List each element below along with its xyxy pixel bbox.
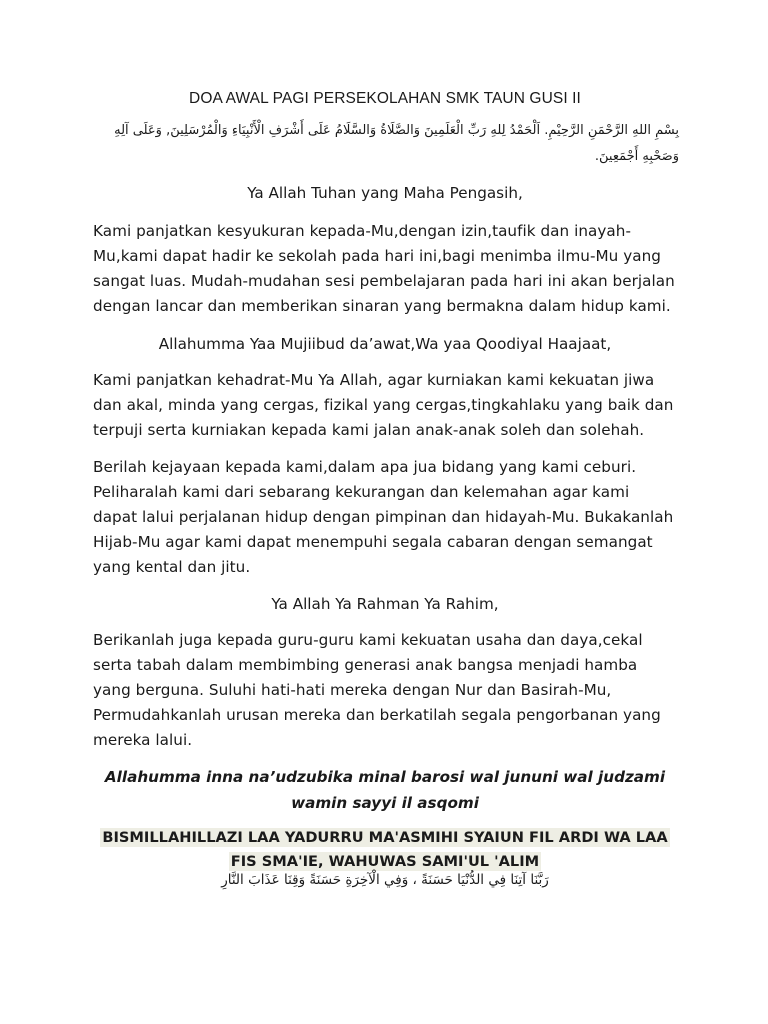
document-title: DOA AWAL PAGI PERSEKOLAHAN SMK TAUN GUSI II [189, 90, 581, 107]
highlighted-prayer: BISMILLAHILLAZI LAA YADURRU MA'ASMIHI SYAIUN FIL ARDI WA LAA FIS SMA'IE, WAHUWAS SAMI'UL 'ALIM [102, 829, 668, 870]
highlighted-prayer-block [93, 826, 677, 874]
arabic-opening-text: بِسْمِ اللهِ الرَّحْمَنِ الرَّحِيْمِ. اَلْحَمْدُ لِلهِ رَبِّ الْعَلَمِينَ وَالصَّلَاةُ وَالسَّلَامُ عَلَى أَشْرَفِ الْأَنْبِيَاءِ وَالْمُرْسَلِينَ, وَعَلَى آلِهِ وَصَحْبِهِ أَجْمَعِينَ. [114, 123, 679, 164]
paragraph-2: Kami panjatkan kehadrat-Mu Ya Allah, agar kurniakan kami kekuatan jiwa dan akal, minda yang cergas, fizikal yang cergas,tingkahlaku yang baik dan terpuji serta kurniakan kepada kami jalan anak-anak soleh dan solehah. [93, 371, 674, 439]
invocation-heading-2: Allahumma Yaa Mujiibud da’awat,Wa yaa Qoodiyal Haajaat, [158, 335, 612, 353]
arabic-closing-text: رَبَّنَا آتِنَا فِي الدُّنْيَا حَسَنَةً ، وَفِي الْآخِرَةِ حَسَنَةً وَقِنَا عَذَابَ النَّارِ [221, 872, 549, 888]
invocation-heading-3: Ya Allah Ya Rahman Ya Rahim, [271, 595, 499, 613]
paragraph-3: Berilah kejayaan kepada kami,dalam apa jua bidang yang kami ceburi. Peliharalah kami dari sebarang kekurangan dan kelemahan agar kami dapat lalui perjalanan hidup dengan pimpinan dan hidayah-Mu. Bukakanlah Hijab-Mu agar kami dapat menempuhi segala cabaran dengan semangat yang kental dan jitu. [93, 458, 674, 576]
italic-prayer: Allahumma inna na’udzubika minal barosi wal jununi wal judzami wamin sayyi il asqomi [104, 768, 666, 812]
paragraph-1: Kami panjatkan kesyukuran kepada-Mu,dengan izin,taufik dan inayah-Mu,kami dapat hadir ke sekolah pada hari ini,bagi menimba ilmu-Mu yang sangat luas. Mudah-mudahan sesi pembelajaran pada hari ini akan berjalan dengan lancar dan memberikan sinaran yang bermakna dalam hidup kami. [93, 222, 675, 315]
invocation-heading-1: Ya Allah Tuhan yang Maha Pengasih, [247, 184, 523, 202]
paragraph-4: Berikanlah juga kepada guru-guru kami kekuatan usaha dan daya,cekal serta tabah dalam membimbing generasi anak bangsa menjadi hamba yang berguna. Suluhi hati-hati mereka dengan Nur dan Basirah-Mu, Permudahkanlah urusan mereka dan berkatilah segala pengorbanan yang mereka lalui. [93, 631, 661, 749]
